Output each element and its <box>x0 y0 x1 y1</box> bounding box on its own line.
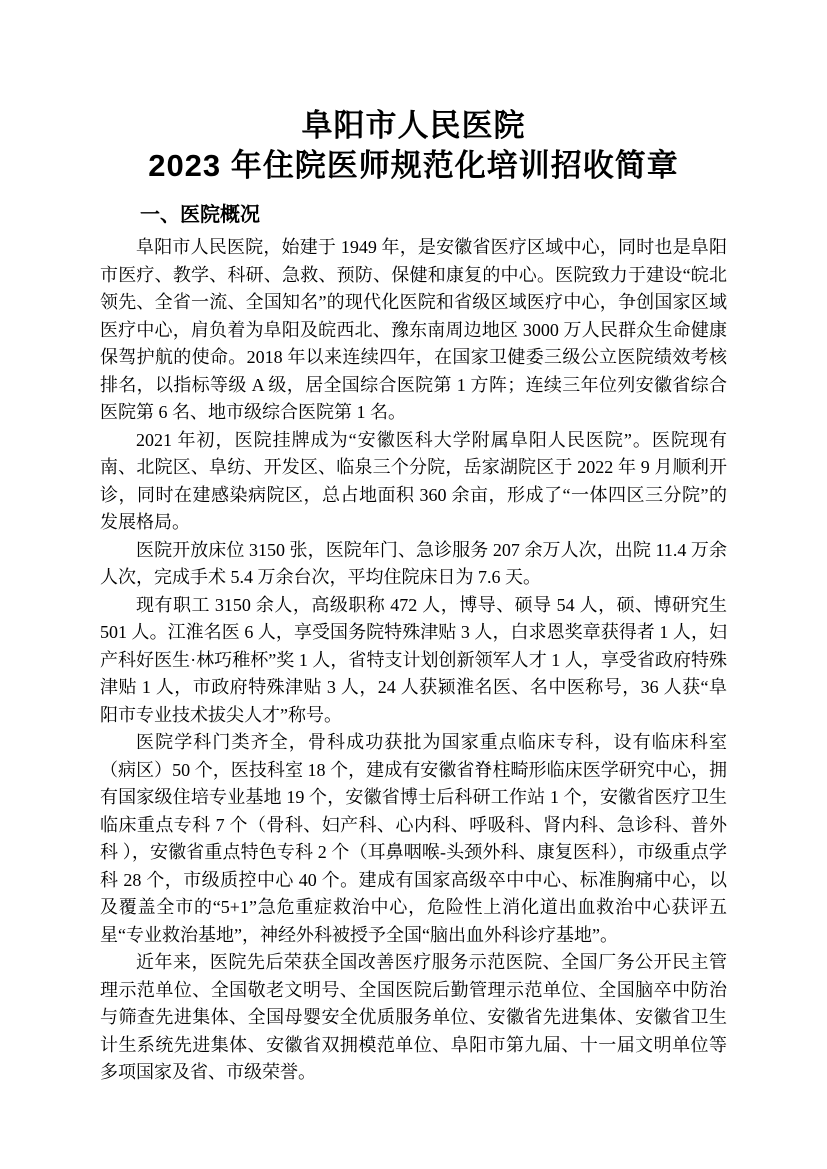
document-body <box>100 234 727 1087</box>
paragraph-staff-and-talents: 现有职工 3150 余人，高级职称 472 人，博导、硕导 54 人，硕、博研究生 501 人。江淮名医 6 人，享受国务院特殊津贴 3 人，白求恩奖章获得者 1 人，妇产科好医生·林巧稚杯”奖 1 人，省特支计划创新领军人才 1 人，享受省政府特殊津贴 1 人，市政府特殊津贴 3 人，24 人获颍淮名医、名中医称号，36 人获“阜阳市专业技术拔尖人才”称号。 <box>100 594 727 725</box>
document-title-line2: 2023 年住院医师规范化培训招收简章 <box>148 148 679 183</box>
paragraph-history-and-ranking: 阜阳市人民医院，始建于 1949 年，是安徽省医疗区域中心，同时也是阜阳市医疗、教学、科研、急救、预防、保健和康复的中心。医院致力于建设“皖北领先、全省一流、全国知名”的现代化医院和省级区域医疗中心，争创国家区域医疗中心，肩负着为阜阳及皖西北、豫东南周边地区 3000 万人民群众生命健康保驾护航的使命。2018 年以来连续四年，在国家卫健委三级公立医院绩效考核排名，以指标等级 A 级，居全国综合医院第 1 方阵；连续三年位列安徽省综合医院第 6 名、地市级综合医院第 1 名。 <box>100 237 727 422</box>
paragraph-disciplines-and-centers: 医院学科门类齐全，骨科成功获批为国家重点临床专科，设有临床科室（病区）50 个，医技科室 18 个，建成有安徽省脊柱畸形临床医学研究中心，拥有国家级住培专业基地 19 个，安徽省博士后科研工作站 1 个，安徽省医疗卫生临床重点专科 7 个（骨科、妇产科、心内科、呼吸科、肾内科、急诊科、普外科 ），安徽省重点特色专科 2 个（耳鼻咽喉-头颈外科、康复医科），市级重点学科 28 个，市级质控中心 40 个。建成有国家高级卒中中心、标准胸痛中心，以及覆盖全市的“5+1”急危重症救治中心，危险性上消化道出血救治中心获评五星“专业救治基地”，神经外科被授予全国“脑出血外科诊疗基地”。 <box>100 732 727 945</box>
document-title-line1: 阜阳市人民医院 <box>301 108 526 143</box>
paragraph-capacity-statistics: 医院开放床位 3150 张，医院年门、急诊服务 207 余万人次，出院 11.4 万余人次，完成手术 5.4 万余台次，平均住院床日为 7.6 天。 <box>100 539 727 587</box>
paragraph-campus-layout: 2021 年初，医院挂牌成为“安徽医科大学附属阜阳人民医院”。医院现有南、北院区、阜纺、开发区、临泉三个分院，岳家湖院区于 2022 年 9 月顺利开诊，同时在建感染病院区，总占地面积 360 余亩，形成了“一体四区三分院”的发展格局。 <box>100 429 727 532</box>
section-heading-hospital-overview: 一、医院概况 <box>140 204 260 226</box>
paragraph-honors: 近年来，医院先后荣获全国改善医疗服务示范医院、全国厂务公开民主管理示范单位、全国敬老文明号、全国医院后勤管理示范单位、全国脑卒中防治与筛查先进集体、全国母婴安全优质服务单位、安徽省先进集体、安徽省卫生计生系统先进集体、安徽省双拥模范单位、阜阳市第九届、十一届文明单位等多项国家及省、市级荣誉。 <box>100 952 727 1082</box>
